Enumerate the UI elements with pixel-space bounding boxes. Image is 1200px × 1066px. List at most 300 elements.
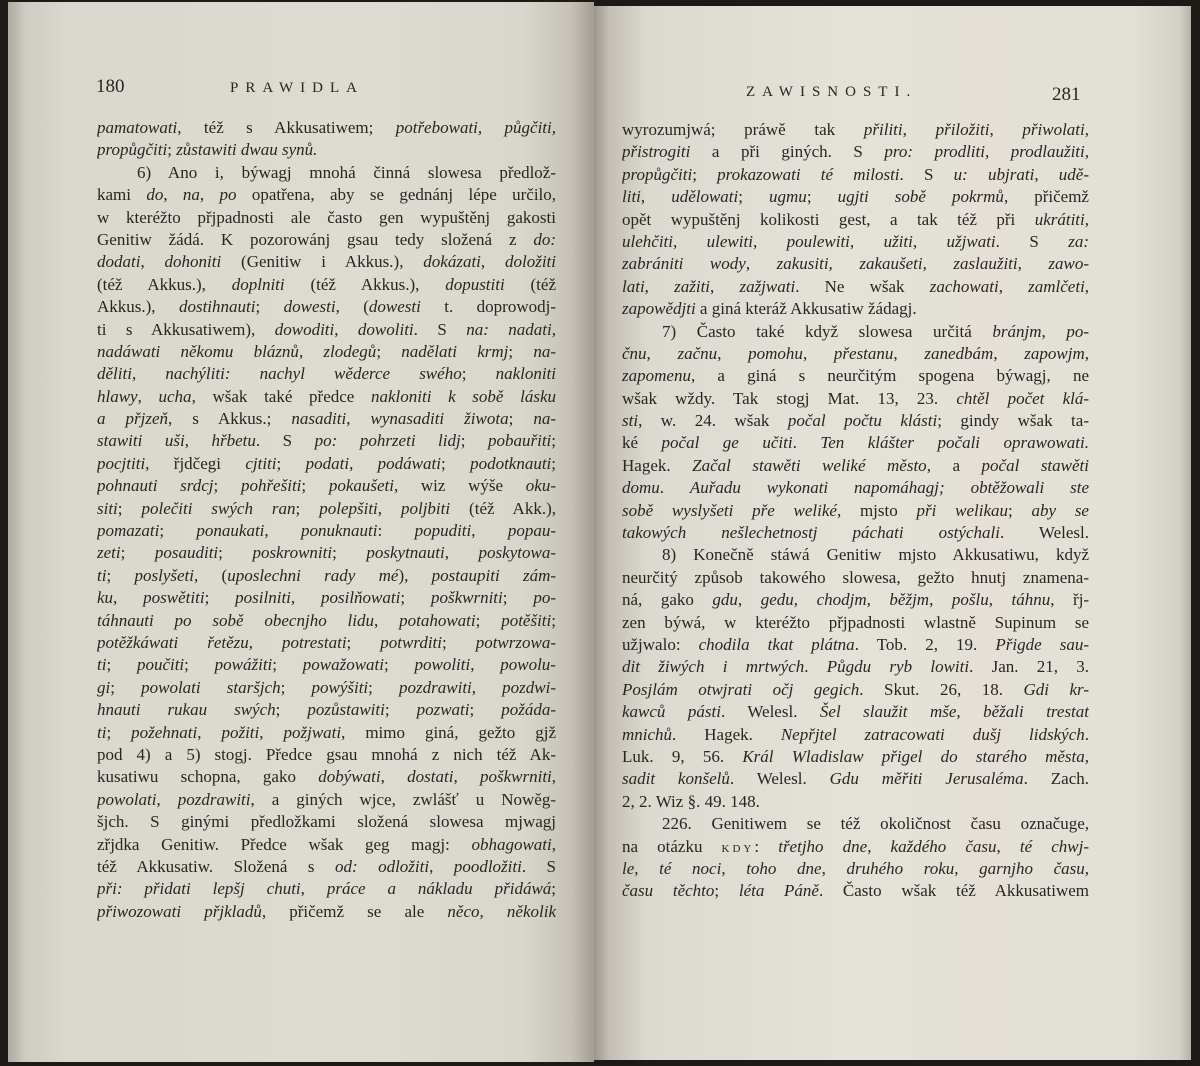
text-run: ,: [380, 767, 408, 787]
italic-run: nasaditi: [291, 409, 347, 429]
italic-run: potwrditi: [380, 632, 442, 652]
italic-run: Nepřjtel zatracowati dušj lidských: [780, 724, 1085, 744]
italic-run: pamatowati: [97, 118, 178, 137]
italic-run: nakloniti k sobě lásku: [371, 386, 556, 406]
text-run: . Tob. 2, 19.: [854, 634, 996, 654]
text-run: 2, 2. Wiz §. 49. 148.: [622, 791, 760, 811]
italic-run: Gdu měřiti Jerusaléma: [829, 769, 1024, 789]
italic-run: léta Páně: [738, 881, 819, 901]
italic-run: dodati: [97, 252, 141, 272]
italic-run: poskytnauti: [366, 543, 445, 563]
italic-run: poljbiti: [400, 498, 451, 518]
italic-run: siti: [97, 498, 118, 518]
text-run: ;: [184, 655, 215, 675]
italic-run: zaslaužiti: [953, 254, 1018, 274]
text-run: 6) Ano i, býwagj mnohá činná slowesa předlož-: [137, 162, 556, 182]
text-run: ti s Akkusatiwem),: [97, 319, 275, 339]
italic-run: přiliti: [863, 120, 903, 139]
text-run: (též Akkus.),: [97, 274, 232, 294]
text-run: ,: [793, 590, 817, 610]
italic-run: podati: [305, 453, 350, 473]
italic-run: Půgdu ryb lowiti: [826, 657, 970, 677]
italic-run: dowoditi: [274, 319, 335, 339]
text-run: ,: [644, 276, 675, 296]
italic-run: popuditi: [414, 521, 472, 541]
text-line: [622, 209, 1089, 231]
italic-run: polepšiti: [319, 498, 378, 518]
italic-run: zachowati: [929, 276, 999, 296]
text-run: ; gindy wšak ta-: [937, 411, 1089, 431]
text-line: [622, 119, 1089, 141]
text-line: [622, 724, 1089, 746]
text-line: [97, 207, 556, 229]
italic-run: ukrátiti: [1034, 209, 1085, 229]
italic-run: nachýliti: nachyl wěderce swého: [165, 364, 462, 384]
italic-run: zapowjm: [1024, 343, 1085, 363]
italic-run: Auřadu wykonati napomáhagj; obtěžowali ste: [689, 478, 1089, 498]
text-run: ,: [1084, 343, 1089, 363]
italic-run: posauditi: [154, 543, 219, 563]
italic-run: nadělati krmj: [401, 341, 509, 361]
italic-run: požiti: [221, 722, 260, 742]
italic-run: dowoliti: [357, 319, 414, 339]
italic-run: udělowati: [671, 187, 739, 207]
text-run: ,: [453, 767, 480, 787]
text-run: ,: [1034, 164, 1059, 184]
small-caps-run: kdy: [721, 839, 755, 856]
text-run: . S: [521, 856, 556, 876]
italic-run: třetjho dne: [778, 836, 868, 856]
text-run: pod 4) a 5) stogj. Předce gsau mnohá z nich též Ak-: [97, 744, 556, 764]
italic-run: při: přidati lepšj chuti: [97, 879, 301, 899]
text-run: . S: [413, 319, 467, 339]
text-run: ,: [993, 343, 1025, 363]
text-line: [97, 274, 556, 296]
text-run: (též Akkus.),: [284, 274, 446, 294]
text-run: ;: [295, 498, 320, 518]
text-run: ,: [867, 836, 891, 856]
text-line: [97, 386, 556, 408]
text-run: ,: [264, 521, 301, 541]
text-run: ,: [1084, 746, 1089, 766]
text-run: ;: [461, 364, 496, 384]
text-run: ,: [866, 590, 890, 610]
text-run: .: [792, 433, 821, 453]
italic-run: pošlu: [951, 590, 989, 610]
text-run: (Genitiw i Akkus.),: [221, 252, 424, 272]
text-run: ,: [737, 590, 761, 610]
text-run: . Často wšak též Akkusatiwem: [818, 881, 1089, 901]
text-run: ,: [646, 343, 678, 363]
italic-run: powoliti: [414, 655, 471, 675]
italic-run: poškwrniti: [479, 767, 552, 787]
text-run: zen býwá, w kteréžto přjpadnosti wlastně Supinum se: [622, 612, 1089, 632]
italic-run: potěšiti: [501, 610, 552, 630]
italic-run: Přigde sau-: [995, 634, 1089, 654]
text-run: .: [804, 657, 827, 677]
italic-run: le: [622, 858, 635, 878]
text-run: kusatiwu schopna, gako: [97, 767, 319, 787]
text-run: :: [754, 836, 779, 856]
italic-run: stawiti uši: [97, 431, 185, 451]
text-run: , mjsto: [836, 500, 917, 520]
text-run: ,: [444, 543, 479, 563]
text-run: ,: [471, 677, 503, 697]
italic-run: pomazati: [97, 521, 160, 541]
italic-run: powolu-: [500, 655, 556, 675]
italic-run: času těchto: [622, 881, 715, 901]
text-line: [622, 253, 1089, 275]
text-line: [622, 141, 1089, 163]
text-run: ;: [276, 453, 306, 473]
text-line: [97, 162, 556, 184]
text-run: ,: [1084, 120, 1089, 139]
italic-run: na: nadati,: [466, 319, 556, 339]
italic-run: pokaušeti: [328, 476, 394, 496]
text-run: , (: [193, 565, 228, 585]
text-line: [97, 722, 556, 744]
italic-run: pohřešiti: [240, 476, 302, 496]
italic-run: potěžkáwati řetězu: [97, 632, 249, 652]
text-line: [622, 522, 1089, 544]
text-run: ;: [204, 588, 236, 608]
text-line: [97, 139, 556, 161]
text-run: ,: [1084, 142, 1089, 162]
text-line: [97, 654, 556, 676]
italic-run: takowých nešlechetnostj páchati ostýchali: [622, 523, 1000, 543]
text-line: [97, 184, 556, 206]
text-run: ;: [110, 677, 142, 697]
text-line: [97, 498, 556, 520]
italic-run: sadit konšelů: [622, 769, 730, 789]
italic-run: bránjm: [992, 321, 1042, 341]
text-line: [97, 117, 556, 139]
italic-run: dowesti: [368, 297, 421, 317]
text-line: [97, 363, 556, 385]
italic-run: táhnauti po sobě obecnjho lidu: [97, 610, 374, 630]
italic-run: zakusiti: [776, 254, 829, 274]
italic-run: poškwrniti: [430, 588, 503, 608]
text-run: zřjdka Genitiw. Předce wšak geg magj:: [97, 834, 472, 854]
italic-run: gedu: [760, 590, 794, 610]
italic-run: prokazowati té milosti: [717, 164, 900, 184]
italic-run: začnu: [677, 343, 718, 363]
running-head-left: PRAWIDLA: [230, 80, 364, 96]
italic-run: dohoniti: [164, 252, 222, 272]
italic-run: postaupiti zám-: [431, 565, 556, 585]
italic-run: doložiti: [504, 252, 556, 272]
italic-run: pobauřiti: [487, 431, 552, 451]
italic-run: potahowati: [399, 610, 476, 630]
text-run: Luk. 9, 56.: [622, 746, 743, 766]
italic-run: Ten klášter počali oprawowati.: [820, 433, 1089, 453]
text-run: Genitiw žádá. K pozorowánj gsau tedy složená z: [97, 229, 534, 249]
italic-run: po: [219, 185, 237, 205]
text-run: w kteréžto přjpadnosti ale často gen wypuštěnj gakosti: [97, 207, 556, 227]
italic-run: powažowati: [302, 655, 384, 675]
text-run: ;: [275, 700, 308, 720]
text-run: ,: [929, 590, 952, 610]
text-run: ;: [218, 543, 253, 563]
text-run: opět wypuštěnj kolikosti gest, a tak též při: [622, 209, 1035, 229]
text-run: . Jan. 21, 3.: [969, 657, 1089, 677]
text-run: . Welesl.: [999, 523, 1089, 543]
text-run: ,: [137, 386, 159, 406]
text-run: ,: [480, 252, 505, 272]
italic-run: zažiti: [674, 276, 711, 296]
text-line: [622, 701, 1089, 723]
text-line: [622, 477, 1089, 499]
text-run: , též s Akkusatiwem;: [177, 118, 396, 137]
text-run: ;: [280, 677, 312, 697]
italic-run: ku: [97, 588, 114, 608]
italic-run: cjtiti: [245, 453, 277, 473]
italic-run: zanedbám: [924, 343, 994, 363]
text-run: . S: [995, 231, 1069, 251]
text-run: ,: [710, 276, 740, 296]
italic-run: ponaukati: [196, 521, 265, 541]
text-run: , s Akkus.;: [168, 409, 292, 429]
italic-run: té noci: [659, 858, 722, 878]
text-run: ;: [106, 722, 132, 742]
text-run: kami: [97, 185, 147, 205]
italic-run: počal stawěti: [981, 455, 1089, 475]
text-run: Hagek.: [622, 455, 693, 475]
text-run: ;: [460, 431, 488, 451]
text-run: ;: [272, 655, 303, 675]
italic-run: čnu: [622, 343, 647, 363]
text-run: (též Akk.),: [450, 498, 556, 518]
text-run: též Akkusatiw. Složená s: [97, 856, 335, 876]
text-run: ,: [893, 343, 925, 363]
italic-run: zlodegů: [323, 341, 377, 361]
text-line: [97, 856, 556, 878]
text-run: ,: [984, 142, 1011, 162]
text-run: ;: [117, 498, 142, 518]
text-line: [97, 811, 556, 833]
text-run: ,: [912, 231, 947, 251]
text-line: [97, 542, 556, 564]
text-run: ,: [429, 856, 454, 876]
text-run: ;: [551, 610, 556, 630]
running-head-right: ZAWISNOSTI.: [746, 84, 918, 100]
text-run: ,: [140, 252, 165, 272]
italic-run: dostati: [407, 767, 454, 787]
text-run: opatřena, aby se gednánj lépe určilo,: [236, 185, 556, 205]
italic-run: hlawy: [97, 386, 138, 406]
italic-run: každého času: [890, 836, 997, 856]
italic-run: pozdrawiti: [399, 677, 472, 697]
italic-run: powýšiti: [311, 677, 369, 697]
text-run: 226. Genitiwem se též okoličnost času označuge,: [662, 814, 1089, 834]
italic-run: dowesti: [283, 297, 336, 317]
text-run: ,: [551, 767, 556, 787]
text-run: ,: [672, 231, 707, 251]
italic-run: po-: [1066, 321, 1089, 341]
italic-run: počal ge učiti: [661, 433, 793, 453]
text-run: ,: [199, 185, 220, 205]
text-line: [622, 746, 1089, 768]
text-run: ;: [475, 610, 502, 630]
text-run: ,: [849, 231, 884, 251]
italic-run: powolati: [97, 789, 157, 809]
italic-run: požehnati: [131, 722, 198, 742]
text-run: ;: [469, 700, 502, 720]
text-line: [97, 319, 556, 341]
italic-run: zeti: [97, 543, 121, 563]
text-run: ;: [213, 476, 241, 496]
text-run: ké: [622, 433, 662, 453]
text-line: [97, 520, 556, 542]
italic-run: podáwati: [377, 453, 441, 473]
text-run: ,: [922, 254, 954, 274]
italic-run: Šel slaužit mše, běžali trestat: [819, 702, 1089, 722]
text-run: ;: [332, 543, 367, 563]
text-run: . Welesl.: [729, 769, 830, 789]
text-run: ,: [821, 858, 847, 878]
text-line: [622, 231, 1089, 253]
text-run: wyrozumjwá; práwě tak: [622, 120, 864, 139]
text-line: [97, 229, 556, 251]
italic-run: něco: [447, 901, 480, 921]
text-run: ;: [346, 632, 381, 652]
italic-run: ti: [97, 655, 107, 675]
text-line: [97, 296, 556, 318]
text-run: ;: [400, 588, 431, 608]
italic-run: Začal stawěti weliké město: [692, 455, 927, 475]
italic-run: Posjlám otwjrati očj gegich: [622, 679, 860, 699]
text-run: ,: [1084, 209, 1089, 229]
italic-run: pocjtiti: [97, 453, 146, 473]
text-run: ),: [398, 565, 432, 585]
text-run: ,: [131, 364, 166, 384]
italic-run: toho dne: [746, 858, 822, 878]
text-run: 7) Často také když slowesa určitá: [662, 321, 993, 341]
italic-run: ulehčiti: [622, 231, 673, 251]
italic-run: od: odložiti: [334, 856, 430, 876]
text-line: [97, 453, 556, 475]
text-run: ná, gako: [622, 590, 713, 610]
text-run: . Hagek.: [672, 724, 781, 744]
italic-run: garnjho času: [979, 858, 1085, 878]
italic-run: poslyšeti: [134, 565, 194, 585]
text-run: ;: [368, 677, 400, 697]
italic-run: přiložiti: [935, 120, 990, 139]
text-run: . Welesl.: [720, 702, 820, 722]
italic-run: poskytowa-: [478, 543, 556, 563]
italic-run: běžjm: [889, 590, 930, 610]
text-run: . S: [255, 431, 315, 451]
italic-run: po: pohrzeti lidj: [314, 431, 461, 451]
text-run: ,: [374, 610, 400, 630]
text-run: ,: [1041, 321, 1067, 341]
text-run: ,: [377, 498, 401, 518]
text-run: ,: [156, 789, 178, 809]
italic-run: aby se: [1031, 500, 1089, 520]
italic-run: sti: [622, 411, 639, 431]
text-run: ;: [384, 655, 415, 675]
italic-run: propůgčiti: [97, 140, 168, 160]
text-run: Akkus.),: [97, 297, 179, 317]
italic-run: ugjti sobě pokrmů: [837, 187, 1004, 207]
text-line: [622, 276, 1089, 298]
italic-run: dostihnauti: [178, 297, 256, 317]
text-run: ,: [1084, 276, 1089, 296]
italic-run: přestanu: [833, 343, 894, 363]
italic-run: potřebowati, půgčiti,: [395, 118, 556, 137]
text-run: , a: [926, 455, 982, 475]
text-run: ,: [300, 879, 327, 899]
text-run: ,: [290, 588, 321, 608]
text-run: ;: [502, 588, 534, 608]
italic-run: pozůstawiti: [307, 700, 385, 720]
text-line: [622, 836, 1089, 858]
text-run: ;: [376, 341, 402, 361]
italic-run: přiwozowati přjkladů: [97, 901, 262, 921]
text-run: ;: [551, 879, 556, 899]
page-number-left: 180: [96, 76, 125, 97]
italic-run: u: ubjrati: [953, 164, 1035, 184]
text-line: [97, 610, 556, 632]
italic-run: hřbetu: [211, 431, 256, 451]
text-line: [97, 587, 556, 609]
italic-run: ti: [97, 722, 107, 742]
text-run: ;: [106, 565, 135, 585]
italic-run: zapowědjti: [622, 299, 696, 319]
text-run: 8) Konečně stáwá Genitiw mjsto Akkusatiwu, když: [662, 545, 1089, 565]
italic-run: poskrowniti: [252, 543, 333, 563]
text-line: [97, 901, 556, 923]
text-run: ;: [441, 632, 476, 652]
italic-run: mnichů: [622, 724, 673, 744]
italic-run: pro: prodliti: [884, 142, 985, 162]
italic-run: posilňowati: [321, 588, 401, 608]
italic-run: posilniti: [235, 588, 291, 608]
text-run: ;: [159, 521, 197, 541]
italic-run: zawo-: [1048, 254, 1089, 274]
italic-run: nadáwati někomu bláznů: [97, 341, 299, 361]
italic-run: požáda-: [501, 700, 556, 720]
text-run: ,: [163, 185, 183, 205]
text-run: . Ne wšak: [795, 276, 930, 296]
text-run: ,: [259, 722, 284, 742]
text-run: ,: [954, 858, 980, 878]
text-run: ,: [1084, 858, 1089, 878]
text-run: ,: [1017, 254, 1049, 274]
italic-run: pozwati: [416, 700, 470, 720]
italic-run: a přjzeň: [97, 409, 169, 429]
italic-run: zabrániti wody: [622, 254, 746, 274]
italic-run: druhého roku: [846, 858, 955, 878]
text-run: užjwalo:: [622, 634, 699, 654]
italic-run: pohnauti srdcj: [97, 476, 214, 496]
text-run: wšak wždy. Tak stogj Mat. 13, 23.: [622, 388, 957, 408]
text-line: [622, 388, 1089, 410]
text-run: ;: [692, 164, 718, 184]
text-run: ,: [470, 655, 501, 675]
italic-run: děliti: [97, 364, 132, 384]
text-run: ,: [334, 319, 358, 339]
text-run: , wšak také předce: [191, 386, 371, 406]
page-number-right: 281: [1052, 84, 1081, 105]
text-line: [622, 544, 1089, 566]
text-run: , řj-: [1050, 590, 1089, 610]
text-run: . S: [899, 164, 954, 184]
text-line: [622, 321, 1089, 343]
italic-run: obhagowati: [471, 834, 552, 854]
text-run: a při giných. S: [690, 142, 885, 162]
italic-run: chodjm: [816, 590, 867, 610]
